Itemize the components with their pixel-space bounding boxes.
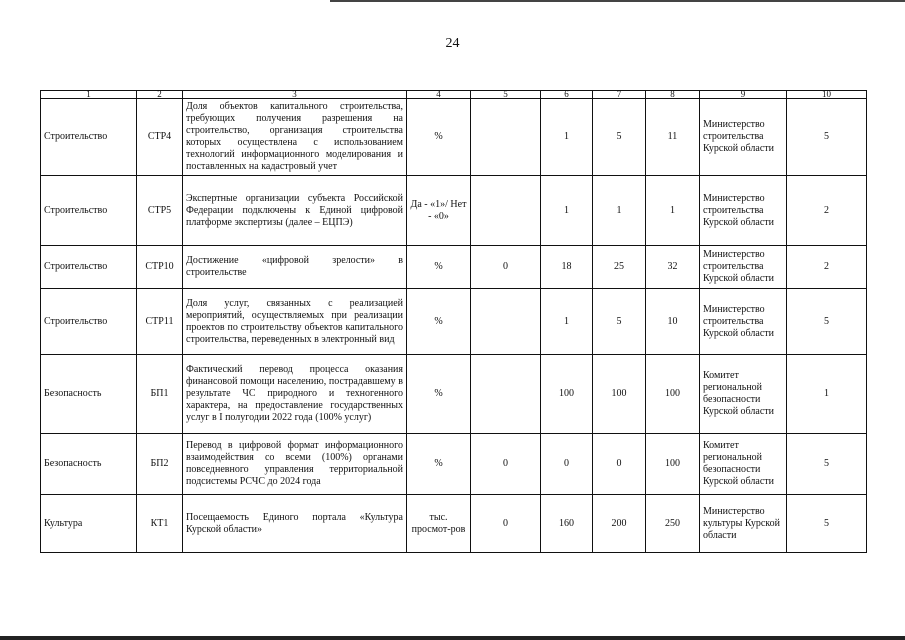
description-cell: Экспертные организации субъекта Российской Федерации подключены к Единой цифровой платформе экспертизы (далее – ЕЦПЭ) bbox=[183, 176, 407, 246]
code-cell: БП2 bbox=[137, 434, 183, 495]
table-row bbox=[41, 355, 867, 434]
code-cell: СТР4 bbox=[137, 99, 183, 176]
value-col8-cell: 10 bbox=[646, 289, 700, 355]
responsible-cell: Министерство культуры Курской области bbox=[700, 495, 787, 553]
value-col6-cell: 100 bbox=[541, 355, 593, 434]
value-col6-cell: 1 bbox=[541, 176, 593, 246]
table-row bbox=[41, 495, 867, 553]
value-col5-cell bbox=[471, 99, 541, 176]
code-cell: СТР5 bbox=[137, 176, 183, 246]
scan-edge-top bbox=[330, 0, 905, 2]
sector-cell: Культура bbox=[41, 495, 137, 553]
value-col5-cell bbox=[471, 355, 541, 434]
value-col5-cell: 0 bbox=[471, 495, 541, 553]
column-number-row bbox=[41, 91, 867, 99]
responsible-cell: Министерство строительства Курской области bbox=[700, 246, 787, 289]
column-number: 5 bbox=[471, 91, 541, 99]
unit-cell: % bbox=[407, 355, 471, 434]
column-number: 10 bbox=[787, 91, 867, 99]
value-col7-cell: 100 bbox=[593, 355, 646, 434]
value-col10-cell: 1 bbox=[787, 355, 867, 434]
sector-cell: Строительство bbox=[41, 246, 137, 289]
code-cell: БП1 bbox=[137, 355, 183, 434]
description-cell: Перевод в цифровой формат информационного взаимодействия со всеми (100%) органами повседневного управления территориальной подсистемы РСЧС до 2024 года bbox=[183, 434, 407, 495]
unit-cell: тыс. просмот-ров bbox=[407, 495, 471, 553]
sector-cell: Строительство bbox=[41, 99, 137, 176]
value-col8-cell: 1 bbox=[646, 176, 700, 246]
unit-cell: % bbox=[407, 434, 471, 495]
page-number: 24 bbox=[445, 36, 460, 51]
value-col5-cell bbox=[471, 176, 541, 246]
value-col10-cell: 5 bbox=[787, 495, 867, 553]
table-row bbox=[41, 434, 867, 495]
value-col8-cell: 11 bbox=[646, 99, 700, 176]
column-number: 1 bbox=[41, 91, 137, 99]
unit-cell: % bbox=[407, 289, 471, 355]
description-cell: Доля объектов капитального строительства, требующих получения разрешения на строительство, организация строительства которых осуществлена с использованием технологий информационного моделирования и поставленных на кадастровый учет bbox=[183, 99, 407, 176]
sector-cell: Безопасность bbox=[41, 355, 137, 434]
value-col7-cell: 5 bbox=[593, 99, 646, 176]
value-col7-cell: 1 bbox=[593, 176, 646, 246]
column-number: 9 bbox=[700, 91, 787, 99]
column-number: 4 bbox=[407, 91, 471, 99]
value-col10-cell: 5 bbox=[787, 289, 867, 355]
value-col8-cell: 100 bbox=[646, 355, 700, 434]
code-cell: СТР11 bbox=[137, 289, 183, 355]
value-col10-cell: 5 bbox=[787, 434, 867, 495]
value-col8-cell: 250 bbox=[646, 495, 700, 553]
sector-cell: Строительство bbox=[41, 176, 137, 246]
sector-cell: Строительство bbox=[41, 289, 137, 355]
responsible-cell: Министерство строительства Курской области bbox=[700, 289, 787, 355]
value-col8-cell: 100 bbox=[646, 434, 700, 495]
scan-edge-bottom bbox=[0, 636, 905, 640]
value-col10-cell: 2 bbox=[787, 246, 867, 289]
value-col6-cell: 1 bbox=[541, 99, 593, 176]
table-row bbox=[41, 246, 867, 289]
responsible-cell: Министерство строительства Курской области bbox=[700, 176, 787, 246]
value-col7-cell: 200 bbox=[593, 495, 646, 553]
code-cell: СТР10 bbox=[137, 246, 183, 289]
column-number: 3 bbox=[183, 91, 407, 99]
description-cell: Доля услуг, связанных с реализацией мероприятий, осуществляемых при реализации проектов по строительству объектов капитального строительства, переведенных в электронный вид bbox=[183, 289, 407, 355]
value-col6-cell: 0 bbox=[541, 434, 593, 495]
value-col10-cell: 2 bbox=[787, 176, 867, 246]
description-cell: Фактический перевод процесса оказания финансовой помощи населению, пострадавшему в результате ЧС природного и техногенного характера, на предоставление государственных услуг в I полугодии 2022 года (100% услуг) bbox=[183, 355, 407, 434]
responsible-cell: Министерство строительства Курской области bbox=[700, 99, 787, 176]
value-col8-cell: 32 bbox=[646, 246, 700, 289]
column-number: 6 bbox=[541, 91, 593, 99]
value-col6-cell: 160 bbox=[541, 495, 593, 553]
value-col10-cell: 5 bbox=[787, 99, 867, 176]
responsible-cell: Комитет региональной безопасности Курской области bbox=[700, 434, 787, 495]
unit-cell: % bbox=[407, 99, 471, 176]
indicators-table bbox=[40, 90, 867, 553]
value-col5-cell: 0 bbox=[471, 434, 541, 495]
value-col6-cell: 1 bbox=[541, 289, 593, 355]
column-number: 8 bbox=[646, 91, 700, 99]
table-row bbox=[41, 289, 867, 355]
value-col7-cell: 5 bbox=[593, 289, 646, 355]
column-number: 7 bbox=[593, 91, 646, 99]
code-cell: КТ1 bbox=[137, 495, 183, 553]
column-number: 2 bbox=[137, 91, 183, 99]
table-row bbox=[41, 99, 867, 176]
description-cell: Достижение «цифровой зрелости» в строительстве bbox=[183, 246, 407, 289]
sector-cell: Безопасность bbox=[41, 434, 137, 495]
responsible-cell: Комитет региональной безопасности Курской области bbox=[700, 355, 787, 434]
value-col7-cell: 0 bbox=[593, 434, 646, 495]
value-col5-cell: 0 bbox=[471, 246, 541, 289]
unit-cell: Да - «1»/ Нет - «0» bbox=[407, 176, 471, 246]
value-col6-cell: 18 bbox=[541, 246, 593, 289]
value-col5-cell bbox=[471, 289, 541, 355]
unit-cell: % bbox=[407, 246, 471, 289]
description-cell: Посещаемость Единого портала «Культура Курской области» bbox=[183, 495, 407, 553]
table-row bbox=[41, 176, 867, 246]
value-col7-cell: 25 bbox=[593, 246, 646, 289]
